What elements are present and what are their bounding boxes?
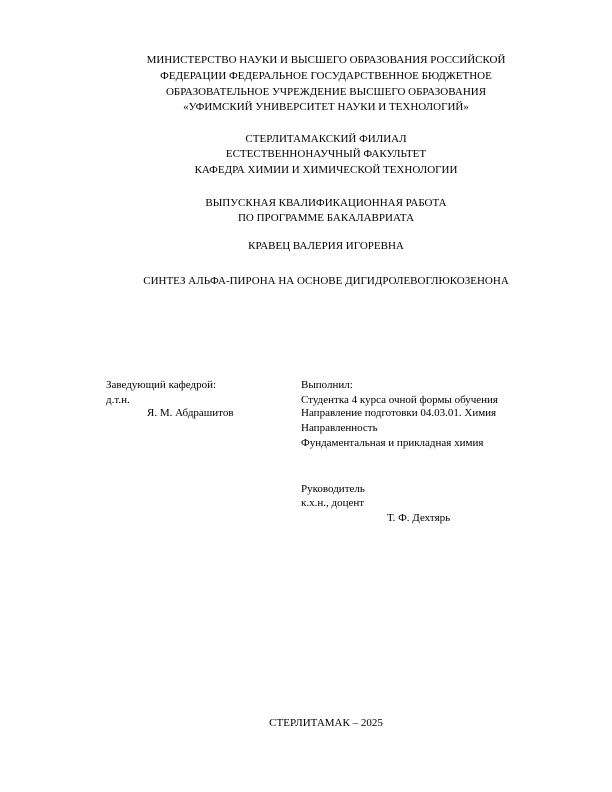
faculty-name: ЕСТЕСТВЕННОНАУЧНЫЙ ФАКУЛЬТЕТ <box>225 148 427 160</box>
work-type-line-1: ВЫПУСКНАЯ КВАЛИФИКАЦИОННАЯ РАБОТА <box>205 197 447 209</box>
ministry-line-2: ФЕДЕРАЦИИ ФЕДЕРАЛЬНОЕ ГОСУДАРСТВЕННОЕ БЮДЖЕТНОЕ <box>160 70 492 82</box>
performer-label: Выполнил: <box>301 379 353 391</box>
supervisor-name: Т. Ф. Дехтярь <box>387 512 451 524</box>
department-name: КАФЕДРА ХИМИИ И ХИМИЧЕСКОЙ ТЕХНОЛОГИИ <box>194 164 458 176</box>
supervisor-degree: к.х.н., доцент <box>301 497 365 509</box>
work-type-line-2: ПО ПРОГРАММЕ БАКАЛАВРИАТА <box>237 212 415 224</box>
performer-line-1: Студентка 4 курса очной формы обучения <box>301 394 498 406</box>
head-of-department-name: Я. М. Абдрашитов <box>147 407 234 419</box>
head-of-department-degree: д.т.н. <box>106 394 130 406</box>
city-year: СТЕРЛИТАМАК – 2025 <box>269 717 383 729</box>
performer-line-2: Направление подготовки 04.03.01. Химия <box>301 407 497 419</box>
author-name: КРАВЕЦ ВАЛЕРИЯ ИГОРЕВНА <box>248 240 404 252</box>
ministry-line-3: ОБРАЗОВАТЕЛЬНОЕ УЧРЕЖДЕНИЕ ВЫСШЕГО ОБРАЗОВАНИЯ <box>165 86 487 98</box>
university-name: «УФИМСКИЙ УНИВЕРСИТЕТ НАУКИ И ТЕХНОЛОГИЙ» <box>183 101 469 113</box>
supervisor-label: Руководитель <box>301 483 365 495</box>
thesis-title: СИНТЕЗ АЛЬФА-ПИРОНА НА ОСНОВЕ ДИГИДРОЛЕВОГЛЮКОЗЕНОНА <box>143 275 509 287</box>
ministry-line-1: МИНИСТЕРСТВО НАУКИ И ВЫСШЕГО ОБРАЗОВАНИЯ РОССИЙСКОЙ <box>146 54 506 66</box>
performer-line-3: Направленность <box>301 422 378 434</box>
branch-name: СТЕРЛИТАМАКСКИЙ ФИЛИАЛ <box>245 133 407 145</box>
performer-line-4: Фундаментальная и прикладная химия <box>301 437 484 449</box>
head-of-department-label: Заведующий кафедрой: <box>106 379 217 391</box>
